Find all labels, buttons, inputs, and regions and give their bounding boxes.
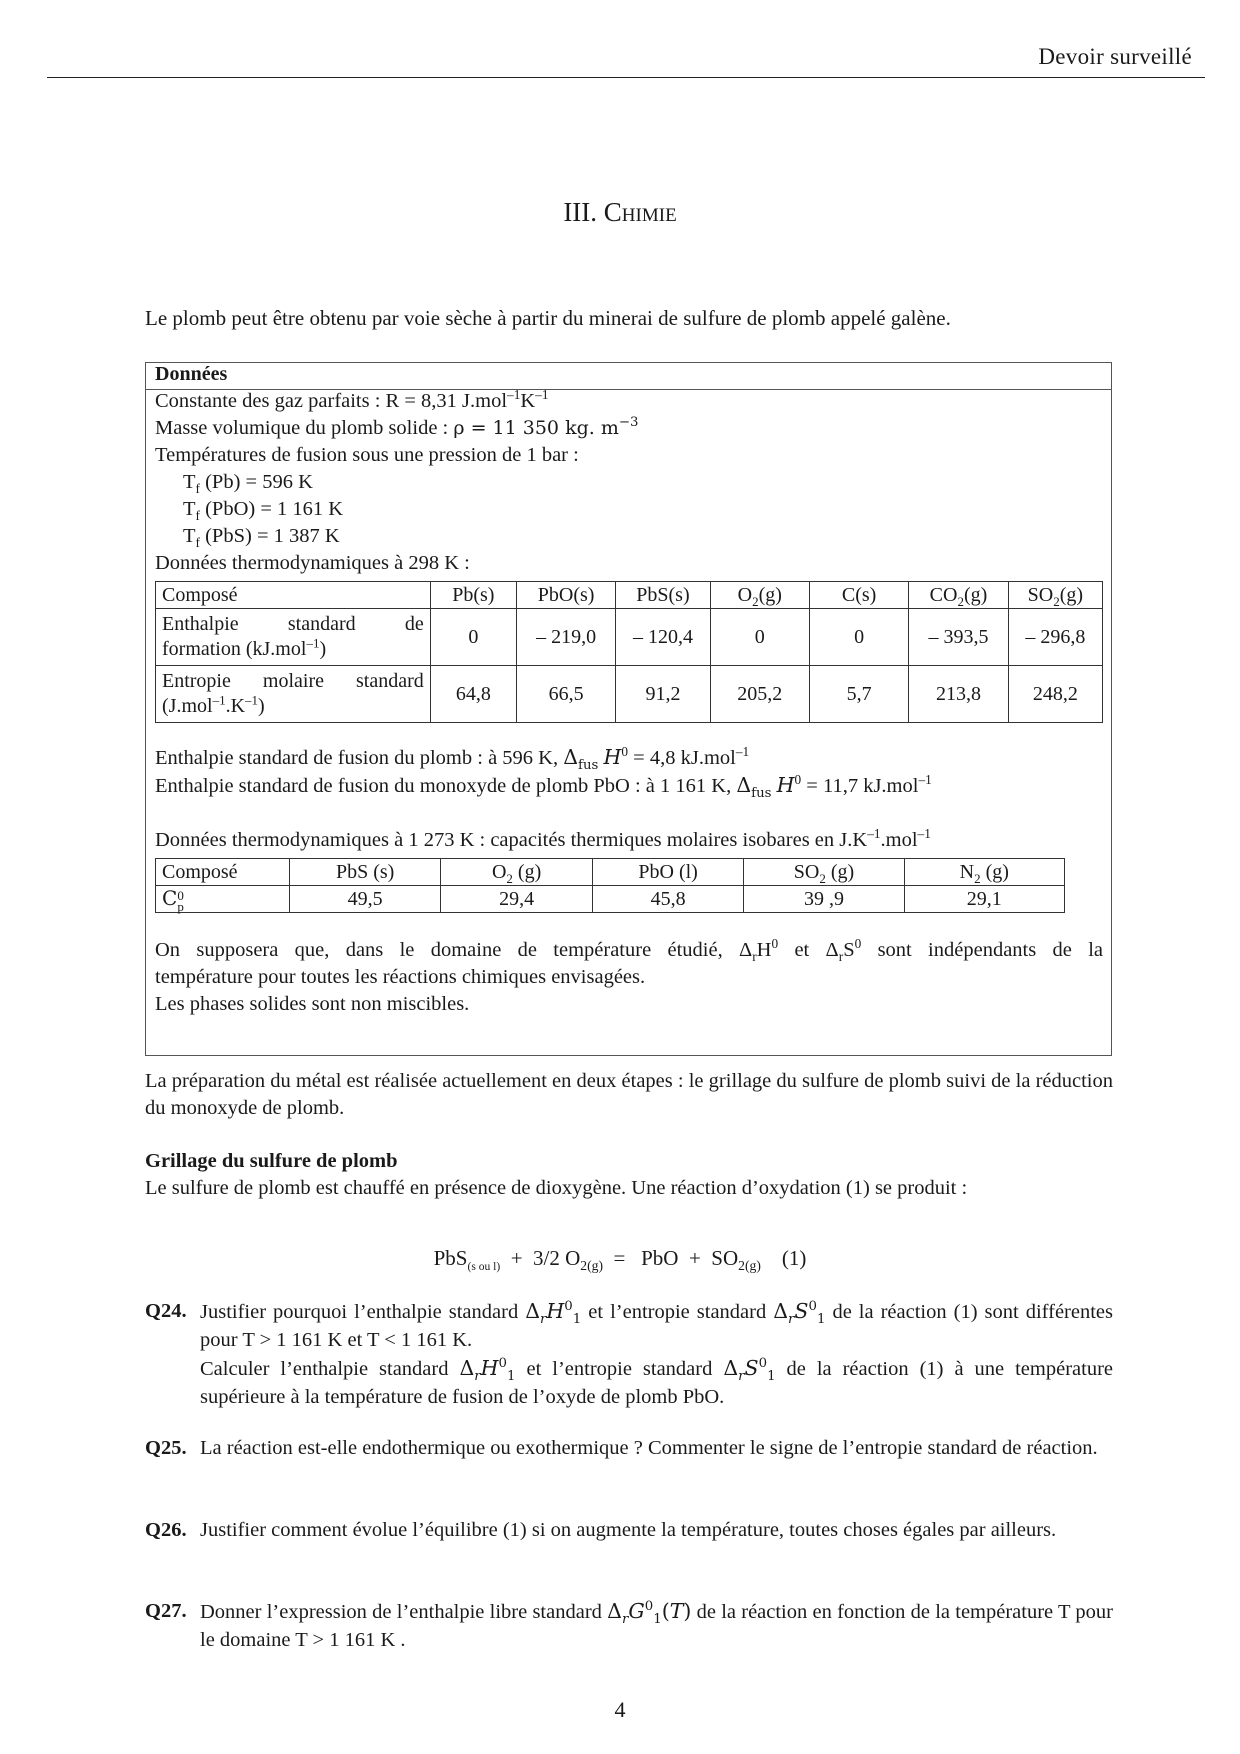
- fusion-temp-pb: $T_f$ (Pb) = 596 K: [183, 471, 313, 497]
- section-title: [0, 197, 1240, 228]
- thermo-table-298: [155, 581, 1103, 723]
- table-cell: 205,2: [710, 666, 809, 723]
- table-cell: 45,8: [592, 886, 744, 913]
- heat-capacity-table: [155, 858, 1065, 913]
- reaction-equation: PbS$_{(s ou l)}$ + 3/2 $O_{2(g)}$ = PbO + $SO_{2(g)}$ (1): [433, 1246, 807, 1274]
- table-row: [156, 666, 1103, 723]
- fusion-temp-pbs: $T_f$ (PbS) = 1 387 K: [183, 525, 340, 551]
- preparation-paragraph: La préparation du métal est réalisée actuellement en deux étapes : le grillage du sulfure de plomb suivi de la réduction du monoxyde de plomb.: [145, 1070, 1113, 1119]
- table-cell: 29,1: [904, 886, 1064, 913]
- question-q27: Q27. Donner l’expression de l’enthalpie libre standard $\Delta_rG^0_1(T)$ de la réaction en fonction de la température T pour le domaine T > 1 161 K .: [145, 1599, 1113, 1651]
- table-cell: 39 ,9: [744, 886, 904, 913]
- section-number: III.: [563, 197, 598, 227]
- section-name: Chimie: [603, 197, 677, 227]
- table-header-cell: C(s): [809, 582, 908, 609]
- row-label-entropy: Entropie molaire standard $(J.mol^{-1}.K^{-1})$: [156, 666, 431, 723]
- table-cell: 64,8: [430, 666, 516, 723]
- table-header-cell: $SO_2$ (g): [744, 859, 904, 886]
- table-cell: – 393,5: [909, 609, 1008, 666]
- table-cell: 248,2: [1008, 666, 1102, 723]
- row-label-cp: C 0 p: [156, 886, 290, 913]
- table-cell: 0: [430, 609, 516, 666]
- header-rule: [47, 77, 1205, 78]
- table-cell: 91,2: [616, 666, 710, 723]
- data-box-title: Données: [155, 363, 228, 385]
- question-q25: Q25. La réaction est-elle endothermique ou exothermique ? Commenter le signe de l’entropie standard de réaction.: [145, 1437, 1098, 1459]
- table-cell: 0: [710, 609, 809, 666]
- table-header-row: [156, 859, 1065, 886]
- fusion-enthalpy-pbo: Enthalpie standard de fusion du monoxyde de plomb PbO : à 1 161 K, $\Delta_{fus}$ $H^0 = 11,7$ kJ.mol$^{-1}$: [155, 772, 932, 802]
- assumption-paragraph: On supposera que, dans le domaine de température étudié, $\Delta_rH^0$ et $\Delta_rS^0$ sont indépendants de la température pour toutes les réactions chimiques envisagées. Les phases solides sont non miscibles.: [155, 936, 1104, 1015]
- subsection-text: Le sulfure de plomb est chauffé en présence de dioxygène. Une réaction d’oxydation (1) se produit :: [145, 1177, 968, 1199]
- table-header-cell: $O_2$ (g): [441, 859, 592, 886]
- subsection-title: Grillage du sulfure de plomb: [145, 1150, 398, 1172]
- table-header-cell: PbS(s): [616, 582, 710, 609]
- table-header-cell: PbS (s): [289, 859, 440, 886]
- table-cell: – 120,4: [616, 609, 710, 666]
- table-cell: – 296,8: [1008, 609, 1102, 666]
- table-header-cell: $N_2$ (g): [904, 859, 1064, 886]
- table-row: [156, 886, 1065, 913]
- table-header-cell: Composé: [156, 582, 431, 609]
- table-cell: – 219,0: [516, 609, 615, 666]
- question-q24: Q24. Justifier pourquoi l’enthalpie standard $\Delta_rH^0_1$ et l’entropie standard $\Delta_rS^0_1$ de la réaction (1) sont différentes pour T > 1 161 K et T < 1 161 K. Calculer l’enthalpie standard $\Delta_rH^0_1$ et l’entropie standard $\Delta_rS^0_1$ de la réaction (1) à une température supérieure à la température de fusion de l’oxyde de plomb PbO.: [145, 1299, 1114, 1408]
- table-header-cell: PbO (l): [592, 859, 744, 886]
- question-q26: Q26. Justifier comment évolue l’équilibre (1) si on augmente la température, toutes choses égales par ailleurs.: [145, 1519, 1057, 1541]
- running-header: Devoir surveillé: [1038, 44, 1192, 69]
- fusion-enthalpy-pb: Enthalpie standard de fusion du plomb : à 596 K, $\Delta_{fus}$ $H^0 = 4,8$ kJ.mol$^{-1}$: [155, 744, 750, 774]
- page-number: 4: [614, 1697, 626, 1722]
- thermo-1273-label: Données thermodynamiques à 1 273 K : capacités thermiques molaires isobares en $J.K^{-1}.mol^{-1}$: [155, 826, 931, 851]
- table-header-row: [156, 582, 1103, 609]
- table-header-cell: PbO(s): [516, 582, 615, 609]
- table-cell: 66,5: [516, 666, 615, 723]
- table-cell: 49,5: [289, 886, 440, 913]
- fusion-temps-label: Températures de fusion sous une pression de 1 bar :: [155, 444, 579, 466]
- table-cell: 213,8: [909, 666, 1008, 723]
- table-cell: 0: [809, 609, 908, 666]
- table-cell: 29,4: [441, 886, 592, 913]
- table-header-cell: Pb(s): [430, 582, 516, 609]
- row-label-enthalpy: Enthalpie standard de formation (kJ.mol$^{-1}$): [156, 609, 431, 666]
- table-row: [156, 609, 1103, 666]
- data-box-header: [145, 362, 1112, 390]
- fusion-temp-pbo: $T_f$ (PbO) = 1 161 K: [183, 498, 344, 524]
- gas-constant: Constante des gaz parfaits : R = 8,31 $J.mol^{-1}K^{-1}$: [155, 387, 549, 412]
- intro-paragraph: Le plomb peut être obtenu par voie sèche à partir du minerai de sulfure de plomb appelé galène.: [145, 306, 951, 330]
- table-header-cell: $CO_2(g)$: [909, 582, 1008, 609]
- lead-density: Masse volumique du plomb solide : ρ = 11 350 kg. $m^{-3}$: [155, 415, 639, 439]
- thermo-298-label: Données thermodynamiques à 298 K :: [155, 552, 470, 574]
- table-header-cell: $SO_2(g)$: [1008, 582, 1102, 609]
- table-header-cell: $O_2(g)$: [710, 582, 809, 609]
- table-header-cell: Composé: [156, 859, 290, 886]
- table-cell: 5,7: [809, 666, 908, 723]
